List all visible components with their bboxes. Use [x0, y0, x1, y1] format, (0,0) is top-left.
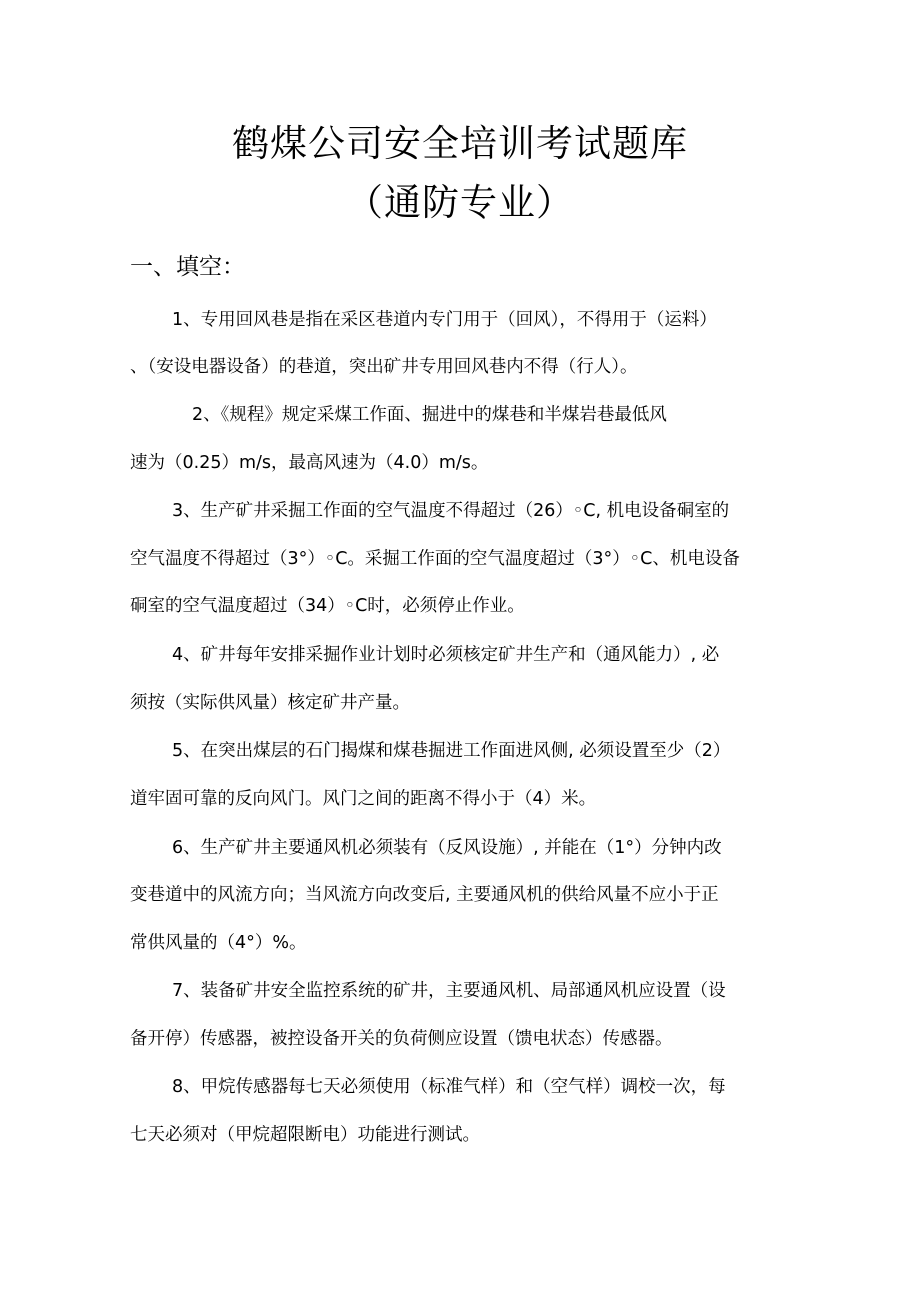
section-heading: 一、填空： [130, 254, 245, 280]
question-line: 4、矿井每年安排采掘作业计划时必须核定矿井生产和（通风能力）, 必 [172, 645, 720, 665]
question-line: 1、专用回风巷是指在采区巷道内专门用于（回风），不得用于（运料） [172, 310, 717, 330]
question-line: 硐室的空气温度超过（34）◦C时，必须停止作业。 [130, 596, 525, 616]
question-line: 、（安设电器设备）的巷道，突出矿井专用回风巷内不得（行人）。 [130, 357, 638, 377]
question-line: 变巷道中的风流方向；当风流方向改变后, 主要通风机的供给风量不应小于正 [130, 885, 719, 905]
question-line: 七天必须对（甲烷超限断电）功能进行测试。 [130, 1125, 480, 1145]
question-line: 3、生产矿井采掘工作面的空气温度不得超过（26）◦C, 机电设备硐室的 [172, 501, 730, 521]
question-line: 须按（实际供风量）核定矿井产量。 [130, 693, 410, 713]
question-line: 2、《规程》规定采煤工作面、掘进中的煤巷和半煤岩巷最低风 [192, 405, 667, 425]
question-line: 6、生产矿井主要通风机必须装有（反风设施）, 并能在（1°）分钟内改 [172, 838, 722, 858]
question-line: 道牢固可靠的反向风门。风门之间的距离不得小于（4）米。 [130, 789, 597, 809]
question-line: 速为（0.25）m/s，最高风速为（4.0）m/s。 [130, 453, 489, 473]
document-title: 鹤煤公司安全培训考试题库 [232, 122, 688, 165]
question-line: 8、甲烷传感器每七天必须使用（标准气样）和（空气样）调校一次，每 [172, 1077, 726, 1097]
question-line: 7、装备矿井安全监控系统的矿井，主要通风机、局部通风机应设置（设 [172, 981, 726, 1001]
question-line: 常供风量的（4°）%。 [130, 933, 307, 953]
question-line: 空气温度不得超过（3°）◦C。采掘工作面的空气温度超过（3°）◦C、机电设备 [130, 549, 740, 569]
question-line: 备开停）传感器，被控设备开关的负荷侧应设置（馈电状态）传感器。 [130, 1029, 673, 1049]
document-subtitle: （通防专业） [346, 181, 574, 224]
question-line: 5、在突出煤层的石门揭煤和煤巷掘进工作面进风侧, 必须设置至少（2） [172, 741, 731, 761]
